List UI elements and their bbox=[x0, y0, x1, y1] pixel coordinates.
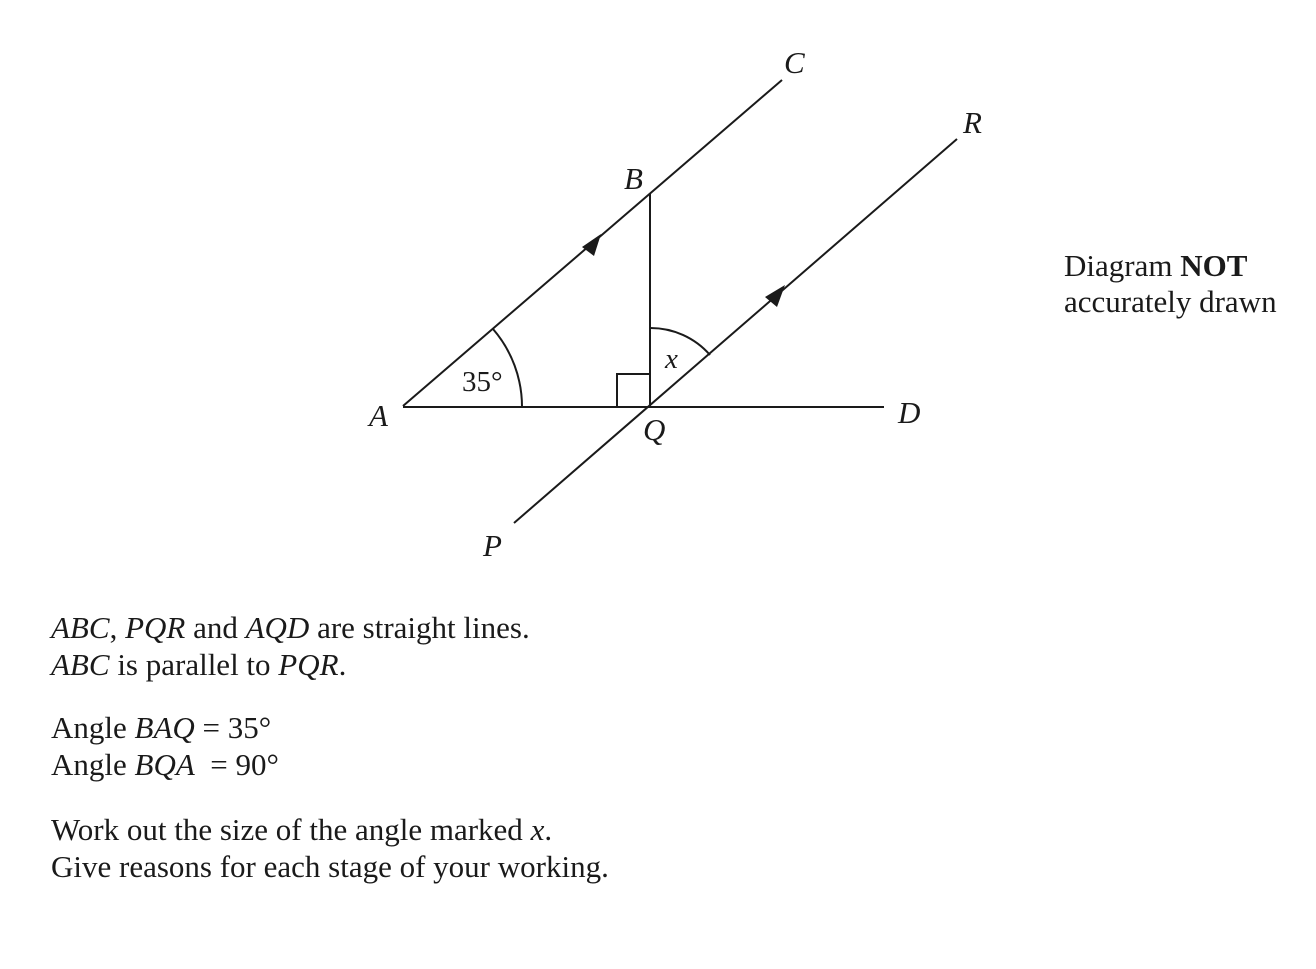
text-period-2: . bbox=[544, 812, 553, 847]
text-abc-2: ABC bbox=[51, 647, 110, 682]
text-aqd: AQD bbox=[245, 610, 310, 645]
note-line2: accurately drawn bbox=[1064, 284, 1277, 319]
line-pqr bbox=[514, 139, 957, 523]
point-label-p: P bbox=[483, 528, 502, 563]
point-label-q: Q bbox=[643, 412, 666, 447]
note-bold: NOT bbox=[1180, 248, 1248, 283]
text-give-reasons: Give reasons for each stage of your working. bbox=[51, 849, 609, 884]
point-label-r: R bbox=[963, 105, 982, 140]
text-bqa-value: = 90° bbox=[194, 747, 279, 782]
text-and: and bbox=[185, 610, 246, 645]
point-label-a: A bbox=[369, 398, 388, 433]
text-parallel: is parallel to bbox=[109, 647, 279, 682]
text-bqa: BQA bbox=[134, 747, 195, 782]
angle-label-baq: 35° bbox=[462, 366, 503, 398]
angle-arc-x bbox=[650, 328, 710, 355]
point-label-b: B bbox=[624, 161, 643, 196]
text-abc: ABC bbox=[51, 610, 110, 645]
text-period: . bbox=[338, 647, 347, 682]
text-straight-lines: are straight lines. bbox=[309, 610, 530, 645]
parallel-arrow-abc bbox=[582, 234, 601, 256]
text-pqr: PQR bbox=[125, 610, 186, 645]
point-label-c: C bbox=[784, 45, 805, 80]
text-angle-word: Angle bbox=[51, 710, 135, 745]
point-label-d: D bbox=[898, 395, 921, 430]
text-baq-value: = 35° bbox=[194, 710, 272, 745]
text-baq: BAQ bbox=[134, 710, 195, 745]
text-work-out: Work out the size of the angle marked bbox=[51, 812, 531, 847]
diagram-note bbox=[1064, 248, 1277, 320]
note-prefix: Diagram bbox=[1064, 248, 1181, 283]
text-comma: , bbox=[109, 610, 126, 645]
text-pqr-2: PQR bbox=[278, 647, 339, 682]
question-paragraph-2 bbox=[51, 709, 279, 783]
question-paragraph-3 bbox=[51, 811, 609, 885]
angle-label-x: x bbox=[665, 343, 678, 375]
text-angle-word-2: Angle bbox=[51, 747, 135, 782]
text-x: x bbox=[530, 812, 545, 847]
right-angle-marker bbox=[617, 374, 650, 407]
question-paragraph-1 bbox=[51, 609, 530, 683]
